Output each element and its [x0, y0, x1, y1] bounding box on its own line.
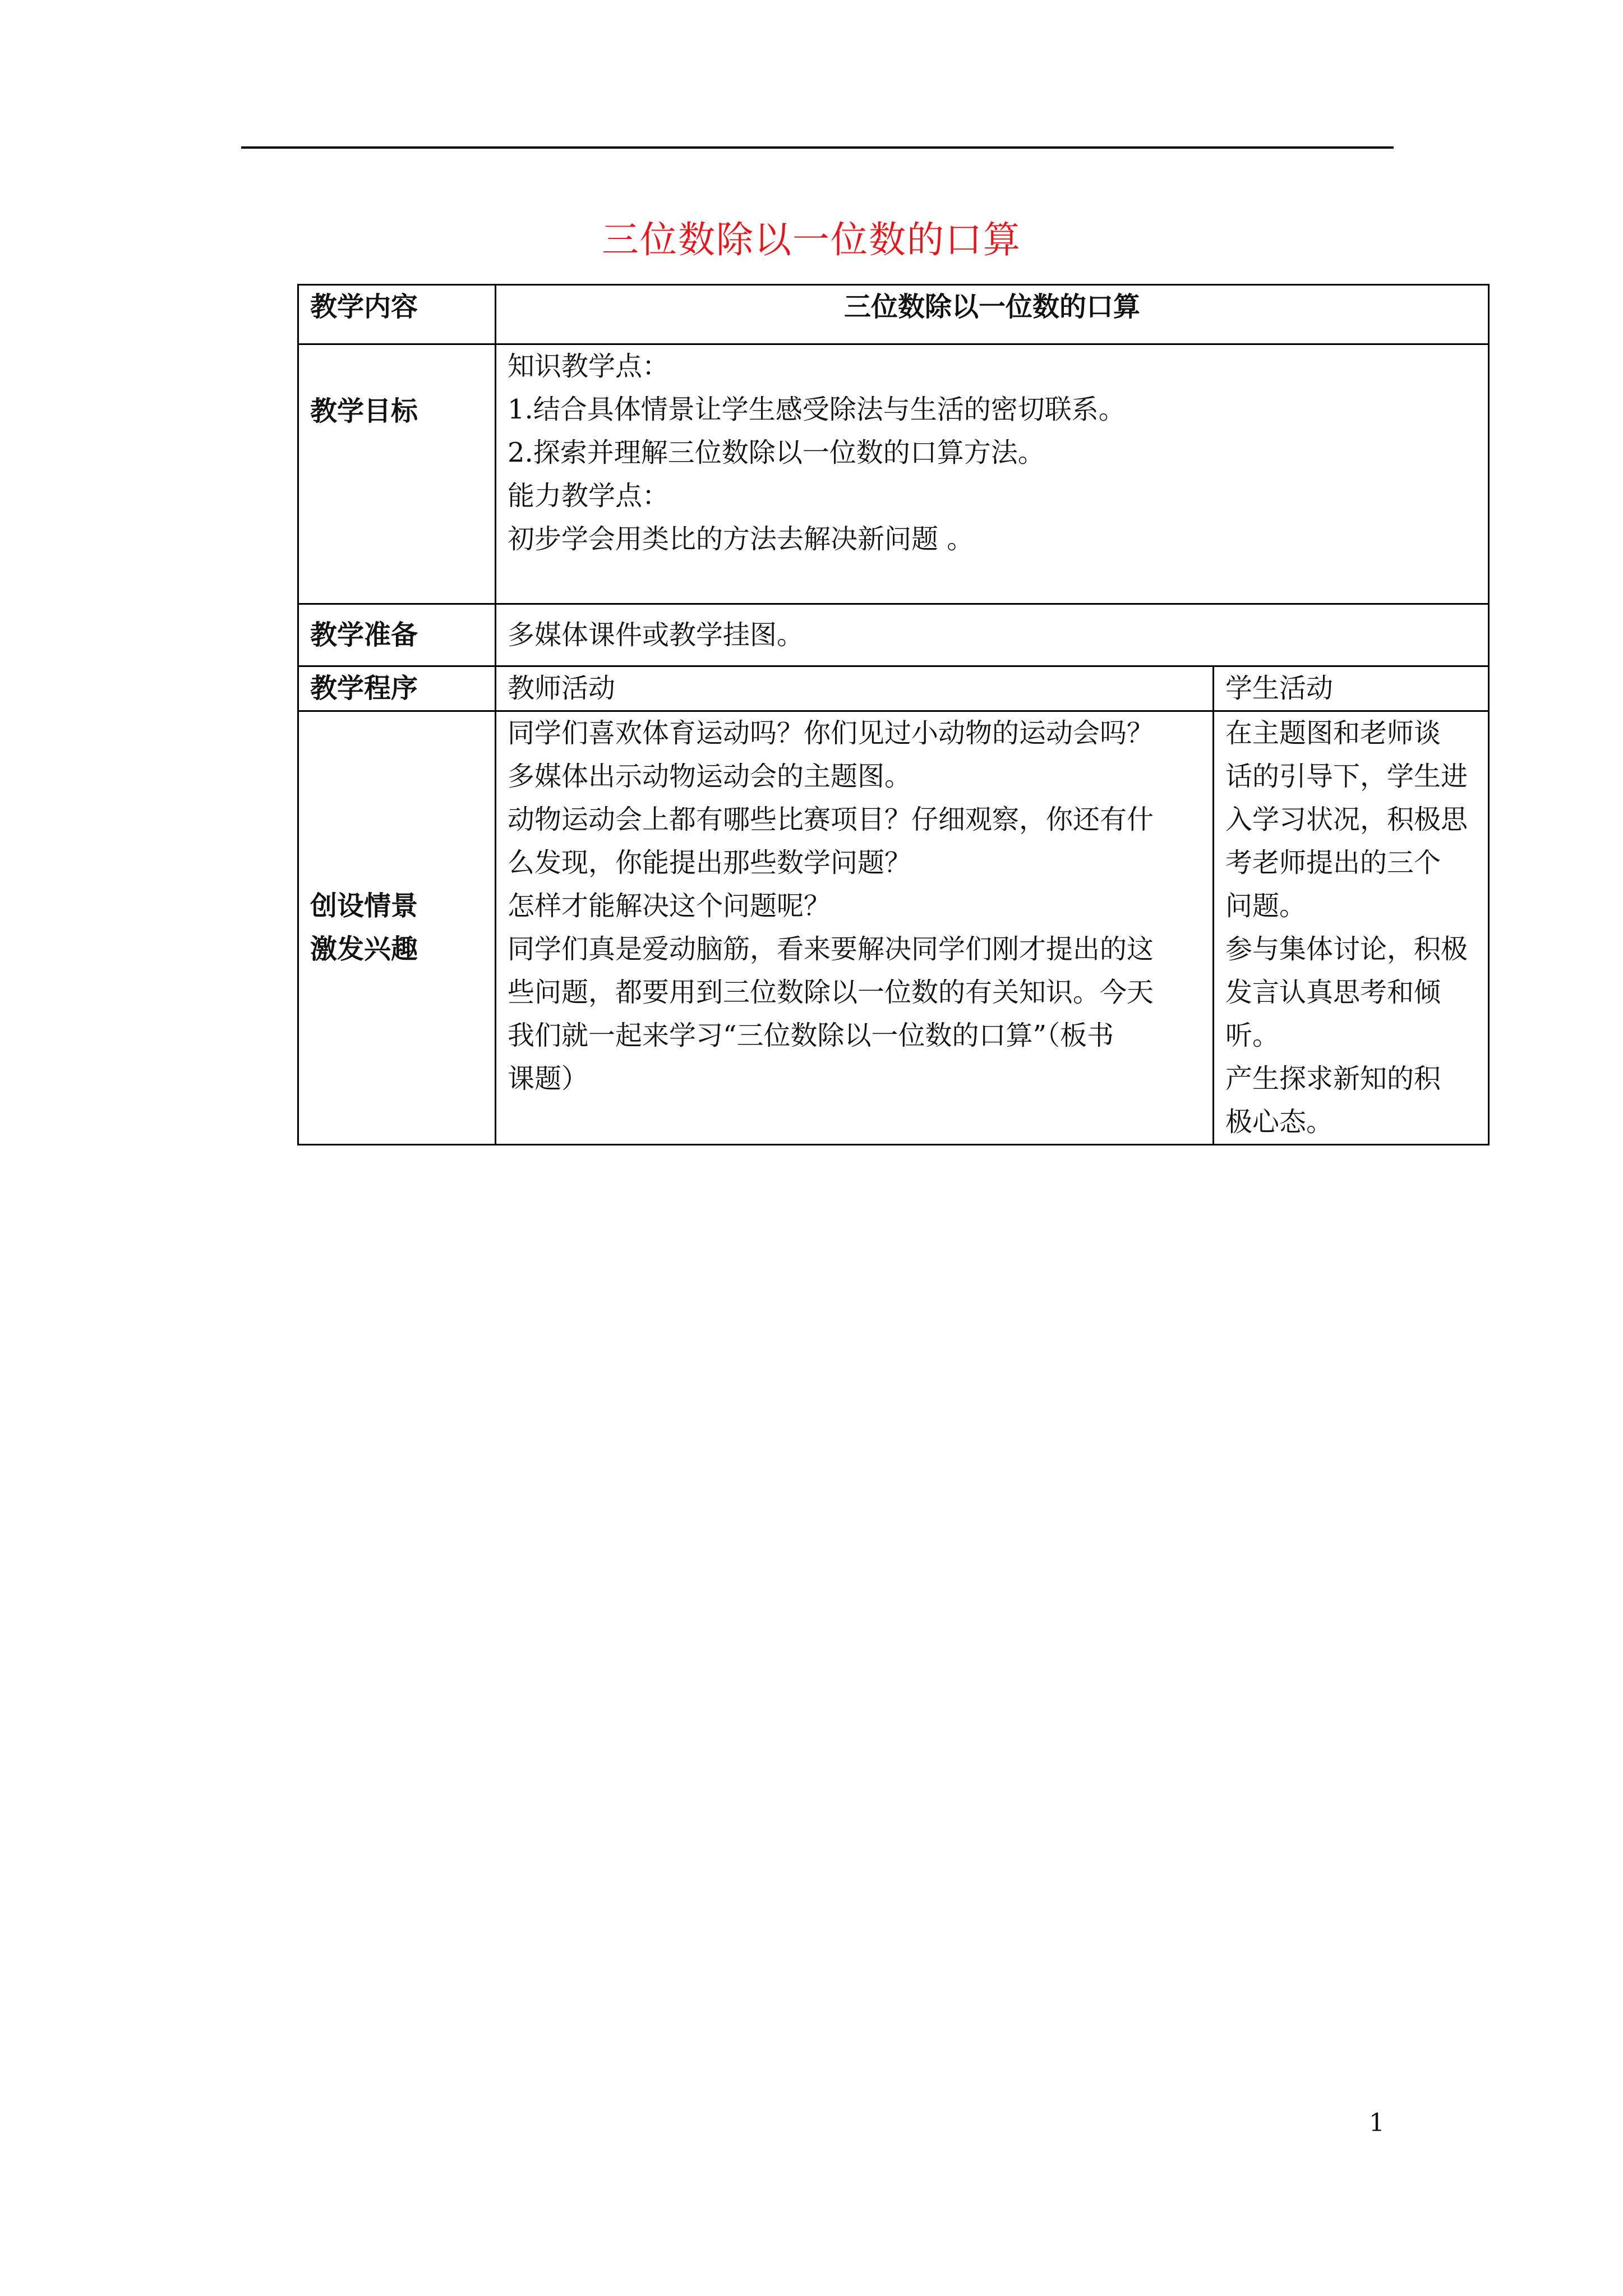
goal-line: 知识教学点： [508, 351, 670, 382]
teacher-line: 同学们真是爱动脑筋，看来要解决同学们刚才提出的这 [508, 933, 1154, 965]
lesson-plan-table [297, 284, 1490, 1145]
student-line: 考老师提出的三个 [1225, 847, 1441, 878]
teaching-preparation-value: 多媒体课件或教学挂图。 [496, 604, 1489, 666]
student-activity-cell [1214, 711, 1489, 1145]
student-line: 话的引导下，学生进 [1225, 761, 1468, 792]
teacher-line: 我们就一起来学习“三位数除以一位数的口算”（板书 [508, 1020, 1114, 1051]
row-teaching-procedure [298, 666, 1489, 711]
student-line: 产生探求新知的积 [1225, 1063, 1441, 1094]
student-line: 问题。 [1225, 890, 1307, 922]
teacher-line: 同学们喜欢体育运动吗？你们见过小动物的运动会吗？ [508, 717, 1154, 749]
teacher-line: 怎样才能解决这个问题呢？ [508, 890, 831, 922]
teacher-line: 动物运动会上都有哪些比赛项目？仔细观察，你还有什 [508, 804, 1154, 835]
label-teaching-preparation: 教学准备 [298, 604, 496, 666]
label-teaching-content: 教学内容 [298, 285, 496, 344]
goal-line: 初步学会用类比的方法去解决新问题 。 [508, 523, 974, 555]
teacher-line: 么发现，你能提出那些数学问题？ [508, 847, 912, 878]
teacher-activity-header: 教师活动 [496, 666, 1214, 711]
row-teaching-preparation [298, 604, 1489, 666]
row-create-situation [298, 711, 1489, 1145]
teaching-content-value: 三位数除以一位数的口算 [496, 285, 1489, 344]
label-line: 创设情景 [310, 890, 418, 922]
goal-line: 2.探索并理解三位数除以一位数的口算方法。 [508, 437, 1045, 468]
teacher-line: 课题） [508, 1063, 589, 1094]
row-teaching-content [298, 285, 1489, 344]
teaching-goals-cell [496, 344, 1489, 604]
label-teaching-goals: 教学目标 [298, 344, 496, 604]
teacher-activity-cell [496, 711, 1214, 1145]
label-teaching-procedure: 教学程序 [298, 666, 496, 711]
goal-line: 能力教学点： [508, 480, 670, 512]
student-line: 极心态。 [1225, 1106, 1334, 1138]
student-line: 入学习状况，积极思 [1225, 804, 1468, 835]
label-line: 激发兴趣 [310, 933, 418, 965]
teacher-line: 些问题，都要用到三位数除以一位数的有关知识。今天 [508, 977, 1154, 1008]
header-rule [241, 146, 1394, 149]
row-teaching-goals [298, 344, 1489, 604]
student-line: 参与集体讨论，积极 [1225, 933, 1468, 965]
document-title: 三位数除以一位数的口算 [602, 218, 1021, 261]
page-number: 1 [1369, 2109, 1385, 2137]
student-line: 在主题图和老师谈 [1225, 717, 1441, 749]
label-create-situation [298, 711, 496, 1145]
student-line: 发言认真思考和倾 [1225, 977, 1441, 1008]
teacher-line: 多媒体出示动物运动会的主题图。 [508, 761, 912, 792]
student-activity-header: 学生活动 [1214, 666, 1489, 711]
student-line: 听。 [1225, 1020, 1280, 1051]
goal-line: 1.结合具体情景让学生感受除法与生活的密切联系。 [508, 394, 1126, 425]
